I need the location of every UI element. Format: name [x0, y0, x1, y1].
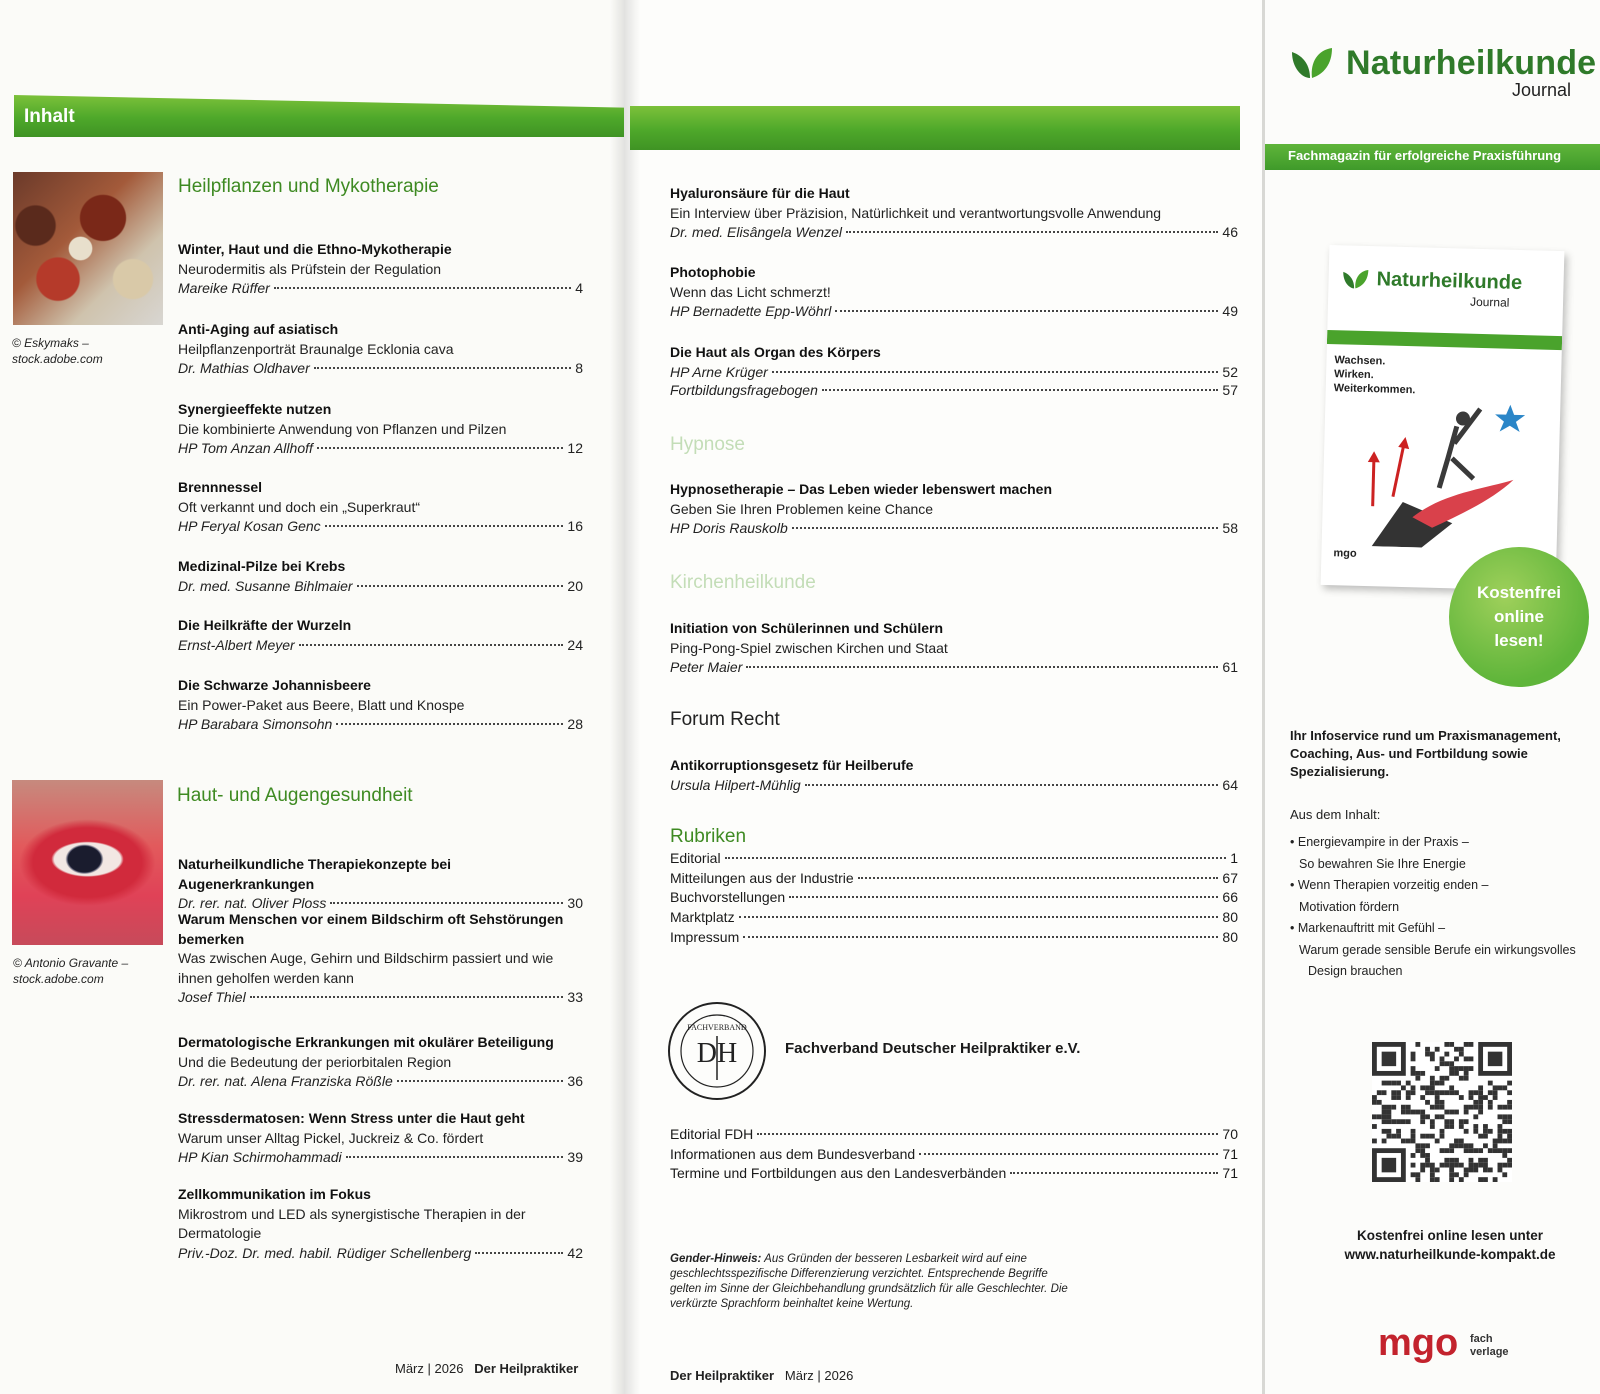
leader-dots: [789, 896, 1218, 898]
leader-dots: [805, 784, 1219, 786]
ad-contents-list: [1290, 832, 1590, 983]
leader-dots: [325, 525, 564, 527]
free-read-badge[interactable]: [1449, 547, 1589, 687]
toc-entry[interactable]: [178, 240, 583, 299]
fdh-seal-initials: DH: [696, 1038, 738, 1069]
toc-row-label: Mitteilungen aus der Industrie: [670, 869, 854, 886]
fold-line: [1262, 0, 1265, 1394]
section-title-kirchen: Kirchenheilkunde: [670, 572, 816, 593]
toc-entry-title: Brennnessel: [178, 479, 263, 495]
gender-note-label: Gender-Hinweis:: [670, 1253, 762, 1265]
toc-row-label: Marktplatz: [670, 909, 735, 926]
toc-row-label: Editorial: [670, 850, 721, 866]
mgo-fachverlage: fach verlage: [1470, 1333, 1509, 1358]
toc-row-label: Impressum: [670, 928, 740, 945]
ad-column: [1263, 0, 1600, 1394]
toc-entry[interactable]: [670, 619, 1238, 678]
toc-entry-author: HP Arne Krüger: [670, 363, 768, 380]
toc-entry-page: 24: [567, 636, 583, 653]
photo-credit-eye: © Antonio Gravante – stock.adobe.com: [13, 956, 129, 986]
cover-slogan: Wachsen. Wirken. Weiterkommen.: [1333, 354, 1416, 397]
toc-row-page: 80: [1222, 928, 1238, 945]
toc-entry-title: Antikorruptionsgesetz für Heilberufe: [670, 757, 914, 773]
toc-row-page: 71: [1222, 1145, 1238, 1162]
toc-entry[interactable]: [178, 855, 583, 914]
ad-contents-item-sub: Motivation fördern: [1299, 899, 1400, 914]
photo-credit-herbs: © Eskymaks – stock.adobe.com: [12, 336, 103, 366]
leader-dots: [397, 1080, 564, 1082]
toc-entry-page: 52: [1222, 363, 1238, 380]
toc-entry[interactable]: [670, 756, 1238, 795]
toc-entry-subtitle: Neurodermitis als Prüfstein der Regulation: [178, 260, 442, 277]
toc-entry-author: HP Tom Anzan Allhoff: [178, 440, 313, 456]
footer-right-magazine: Der Heilpraktiker: [670, 1368, 775, 1383]
leaf-logo-icon: [1288, 46, 1336, 82]
toc-entry-page: 58: [1222, 520, 1238, 536]
bullet-icon: •: [1290, 835, 1298, 849]
leader-dots: [822, 389, 1219, 391]
ad-contents-item: [1290, 875, 1590, 918]
toc-entry-author: HP Doris Rauskolb: [670, 520, 788, 536]
leader-dots: [919, 1153, 1218, 1155]
footer-right-month: März: [784, 1368, 814, 1383]
toc-entry[interactable]: [670, 263, 1238, 322]
toc-entry[interactable]: [178, 1109, 583, 1168]
toc-entry-author: Fortbildungsfragebogen: [670, 382, 818, 398]
leader-dots: [746, 666, 1218, 668]
toc-entry[interactable]: [178, 616, 583, 655]
toc-entry-subtitle: Was zwischen Auge, Gehirn und Bildschirm passiert und wie ihnen geholfen werden kann: [178, 950, 554, 986]
toc-row[interactable]: [670, 1164, 1238, 1183]
ad-contents-item-main: Markenauftritt mit Gefühl –: [1297, 921, 1446, 935]
eye-photo: [12, 780, 163, 945]
toc-row-page: 66: [1222, 889, 1238, 906]
toc-row[interactable]: [670, 1125, 1238, 1144]
toc-row-page: 67: [1222, 869, 1238, 886]
footer-left-year: 2026: [434, 1361, 464, 1376]
toc-row-label: Buchvorstellungen: [670, 889, 786, 906]
toc-entry[interactable]: [178, 910, 583, 1008]
leader-dots: [274, 287, 571, 289]
footer-left-month: März: [395, 1361, 424, 1376]
leader-dots: [250, 996, 564, 998]
free-read-badge-label: Kostenfrei online lesen!: [1476, 583, 1562, 650]
tagline: Fachmagazin für erfolgreiche Praxisführung: [1288, 148, 1562, 163]
toc-entry-page: 16: [567, 518, 583, 534]
leader-dots: [317, 447, 564, 449]
toc-entry-page: 8: [575, 360, 583, 376]
toc-entry-title: Die Heilkräfte der Wurzeln: [178, 617, 352, 633]
toc-entry-title: Naturheilkundliche Therapiekonzepte bei Augenerkrankungen: [178, 856, 452, 892]
toc-row-page: 80: [1222, 909, 1238, 926]
toc-row-page: 70: [1222, 1126, 1238, 1142]
toc-row-page: 1: [1230, 850, 1238, 866]
toc-entry-page: 46: [1222, 224, 1238, 240]
toc-entry-title: Anti-Aging auf asiatisch: [178, 321, 339, 337]
toc-entry-subtitle: Heilpflanzenporträt Braunalge Ecklonia cava: [178, 340, 454, 357]
toc-entry-page: 57: [1222, 382, 1238, 398]
toc-entry[interactable]: [178, 1033, 583, 1092]
toc-row[interactable]: [670, 888, 1238, 907]
footer-right-year: 2026: [824, 1368, 854, 1383]
toc-entry-subtitle: Ein Interview über Präzision, Natürlichkeit und verantwortungsvolle Anwendung: [670, 204, 1162, 221]
mgo-logo: mgo: [1378, 1322, 1459, 1364]
toc-entry-page: 64: [1222, 776, 1238, 793]
gender-note-text: Aus Gründen der besseren Lesbarkeit wird auf eine geschlechtsspezifische Differenzierung verzichtet. Entsprechende Begriffe gelten im Sinne der Gleichbehandlung grundsätzlich für alle Geschlechter. Die verkürzte Sprachform beinhaltet keine Wertung.: [670, 1253, 1068, 1310]
toc-row[interactable]: [670, 1145, 1238, 1164]
leader-dots: [743, 936, 1218, 938]
section-title-forum-recht: Forum Recht: [670, 709, 780, 730]
leader-dots: [346, 1156, 564, 1158]
toc-entry-author: HP Barabara Simonsohn: [178, 716, 333, 732]
qr-code-icon[interactable]: [1372, 1042, 1512, 1182]
toc-entry-author: Ernst-Albert Meyer: [178, 636, 295, 653]
toc-entry-subtitle: Oft verkannt und doch ein „Superkraut“: [178, 498, 421, 515]
toc-entry[interactable]: [178, 320, 583, 379]
inhalt-heading: Inhalt: [24, 106, 75, 127]
toc-row[interactable]: [670, 908, 1238, 927]
toc-entry-title: Winter, Haut und die Ethno-Mykotherapie: [178, 241, 452, 257]
leader-dots: [772, 371, 1219, 373]
toc-entry-subtitle: Wenn das Licht schmerzt!: [670, 283, 831, 300]
ad-contents-item: [1290, 918, 1590, 983]
toc-entry-page: 36: [567, 1073, 583, 1089]
toc-row-label: Termine und Fortbildungen aus den Landesverbänden: [670, 1165, 1007, 1181]
gender-note: [670, 1252, 1080, 1312]
ad-read-line1: Kostenfrei online lesen unter: [1356, 1228, 1544, 1243]
toc-entry-title: Die Schwarze Johannisbeere: [178, 677, 371, 693]
ad-contents-item-sub: Warum gerade sensible Berufe ein wirkungsvolles Design brauchen: [1299, 942, 1576, 978]
toc-entry-page: 28: [567, 716, 583, 732]
toc-entry-title: Die Haut als Organ des Körpers: [670, 344, 881, 360]
section-title-rubriken: Rubriken: [670, 826, 747, 847]
toc-entry[interactable]: [670, 480, 1238, 539]
section-title-hypnose: Hypnose: [670, 434, 745, 455]
header-bar-right: [630, 106, 1240, 150]
toc-entry[interactable]: [178, 478, 583, 537]
leader-dots: [299, 644, 564, 646]
ad-contents-item-main: Wenn Therapien vorzeitig enden –: [1297, 878, 1489, 892]
toc-entry-author: Dr. Mathias Oldhaver: [178, 360, 310, 376]
toc-row[interactable]: [670, 928, 1238, 947]
ad-aus-dem-inhalt: Aus dem Inhalt:: [1290, 807, 1381, 822]
toc-entry-title: Initiation von Schülerinnen und Schülern: [670, 620, 944, 636]
ad-read-url[interactable]: www.naturheilkunde-kompakt.de: [1344, 1247, 1556, 1262]
toc-entry-title: Medizinal-Pilze bei Krebs: [178, 558, 346, 574]
toc-entry[interactable]: [178, 676, 583, 735]
toc-entry-page: 12: [567, 440, 583, 456]
toc-entry-title: Warum Menschen vor einem Bildschirm oft Sehstörungen bemerken: [178, 911, 564, 947]
leader-dots: [475, 1252, 563, 1254]
leader-dots: [858, 877, 1219, 879]
toc-entry-subtitle: Ping-Pong-Spiel zwischen Kirchen und Staat: [670, 639, 948, 656]
toc-entry-author: Mareike Rüffer: [178, 280, 270, 296]
toc-entry-title: Zellkommunikation im Fokus: [178, 1186, 371, 1202]
toc-entry-author: Dr. rer. nat. Alena Franziska Rößle: [178, 1073, 393, 1089]
toc-entry-title: Hypnosetherapie – Das Leben wieder lebenswert machen: [670, 481, 1053, 497]
toc-entry-subtitle: Geben Sie Ihren Problemen keine Chance: [670, 500, 934, 517]
toc-entry-author: HP Bernadette Epp-Wöhrl: [670, 303, 832, 319]
magazine-cover[interactable]: [1321, 245, 1565, 591]
toc-entry-author: Dr. rer. nat. Oliver Ploss: [178, 895, 327, 911]
toc-entry-subtitle: Ein Power-Paket aus Beere, Blatt und Knospe: [178, 696, 465, 713]
toc-entry-title: Synergieeffekte nutzen: [178, 401, 332, 417]
toc-entry-title: Dermatologische Erkrankungen mit okulärer Beteiligung: [178, 1034, 554, 1050]
toc-entry[interactable]: [178, 557, 583, 596]
toc-entry-page: 4: [575, 280, 583, 296]
leader-dots: [757, 1133, 1218, 1135]
toc-entry-subtitle: Die kombinierte Anwendung von Pflanzen und Pilzen: [178, 420, 507, 437]
toc-entry-title: Stressdermatosen: Wenn Stress unter die Haut geht: [178, 1110, 525, 1126]
toc-entry-subtitle: Und die Bedeutung der periorbitalen Region: [178, 1053, 452, 1070]
ad-read-online: [1330, 1226, 1570, 1264]
toc-entry-author: Josef Thiel: [178, 989, 246, 1005]
toc-entry[interactable]: [178, 1185, 583, 1263]
leader-dots: [846, 231, 1218, 233]
toc-row-label: Informationen aus dem Bundesverband: [670, 1145, 916, 1162]
toc-entry-page: 20: [567, 577, 583, 594]
toc-entry[interactable]: [670, 184, 1238, 243]
spine-shadow: [610, 0, 640, 1394]
fdh-seal-text: FACHVERBAND: [687, 1023, 747, 1032]
leader-dots: [1010, 1172, 1218, 1174]
ad-contents-item-main: Energievampire in der Praxis –: [1297, 835, 1469, 849]
section-title-haut-augen: Haut- und Augengesundheit: [177, 785, 413, 806]
toc-row[interactable]: [670, 849, 1238, 868]
toc-entry-author: Priv.-Doz. Dr. med. habil. Rüdiger Schellenberg: [178, 1244, 472, 1261]
cover-journal: Journal: [1469, 294, 1510, 310]
toc-entry-page: 30: [567, 895, 583, 911]
toc-entry-page: 33: [567, 989, 583, 1005]
toc-row-label: Editorial FDH: [670, 1126, 754, 1142]
bullet-icon: •: [1290, 921, 1298, 935]
ad-contents-item: [1290, 832, 1590, 875]
brand-name: Naturheilkunde: [1346, 44, 1597, 82]
toc-entry-page: 42: [567, 1244, 583, 1261]
toc-entry-author: HP Feryal Kosan Genc: [178, 518, 321, 534]
section-title-heilpflanzen: Heilpflanzen und Mykotherapie: [178, 176, 439, 197]
toc-entry-author: HP Kian Schirmohammadi: [178, 1149, 342, 1165]
fdh-seal-icon: [666, 1000, 768, 1102]
leader-dots: [357, 585, 564, 587]
toc-entry[interactable]: [670, 381, 1238, 401]
toc-entry-title: Photophobie: [670, 264, 756, 280]
herbs-photo: [13, 172, 163, 325]
toc-row-page: 71: [1222, 1165, 1238, 1181]
toc-entry-page: 39: [567, 1149, 583, 1165]
ad-contents-item-sub: So bewahren Sie Ihre Energie: [1299, 856, 1466, 871]
footer-left-magazine: Der Heilpraktiker: [474, 1361, 579, 1376]
brand-journal: Journal: [1512, 80, 1572, 100]
ad-intro: Ihr Infoservice rund um Praxismanagement, Coaching, Aus- und Fortbildung sowie Spezialisierung.: [1290, 728, 1561, 779]
footer-right: Der Heilpraktiker März | 2026: [670, 1368, 854, 1383]
toc-entry-subtitle: Warum unser Alltag Pickel, Juckreiz & Co. fördert: [178, 1129, 484, 1146]
leader-dots: [792, 527, 1219, 529]
leader-dots: [739, 916, 1219, 918]
toc-entry[interactable]: [670, 343, 1238, 382]
fdh-name: Fachverband Deutscher Heilpraktiker e.V.: [785, 1040, 1081, 1057]
toc-entry-page: 61: [1222, 659, 1238, 675]
toc-entry-subtitle: Mikrostrom und LED als synergistische Therapien in der Dermatologie: [178, 1205, 526, 1241]
toc-entry-author: Dr. med. Elisângela Wenzel: [670, 224, 842, 240]
toc-entry-author: Ursula Hilpert-Mühlig: [670, 776, 801, 793]
cover-illustration-icon: [1342, 395, 1546, 550]
cover-bar: [1327, 330, 1562, 350]
leader-dots: [314, 367, 571, 369]
toc-row[interactable]: [670, 869, 1238, 888]
leader-dots: [835, 310, 1218, 312]
toc-entry-author: Peter Maier: [670, 659, 743, 675]
cover-brand: Naturheilkunde: [1376, 268, 1523, 295]
footer-left: März | 2026 Der Heilpraktiker: [395, 1361, 579, 1376]
bullet-icon: •: [1290, 878, 1298, 892]
toc-entry[interactable]: [178, 400, 583, 459]
leader-dots: [330, 902, 563, 904]
toc-entry-page: 49: [1222, 303, 1238, 319]
toc-entry-author: Dr. med. Susanne Bihlmaier: [178, 577, 353, 594]
leader-dots: [336, 723, 563, 725]
cover-leaf-icon: [1340, 267, 1371, 292]
toc-entry-title: Hyaluronsäure für die Haut: [670, 185, 850, 201]
leader-dots: [725, 857, 1227, 859]
cover-mgo: mgo: [1333, 547, 1357, 560]
